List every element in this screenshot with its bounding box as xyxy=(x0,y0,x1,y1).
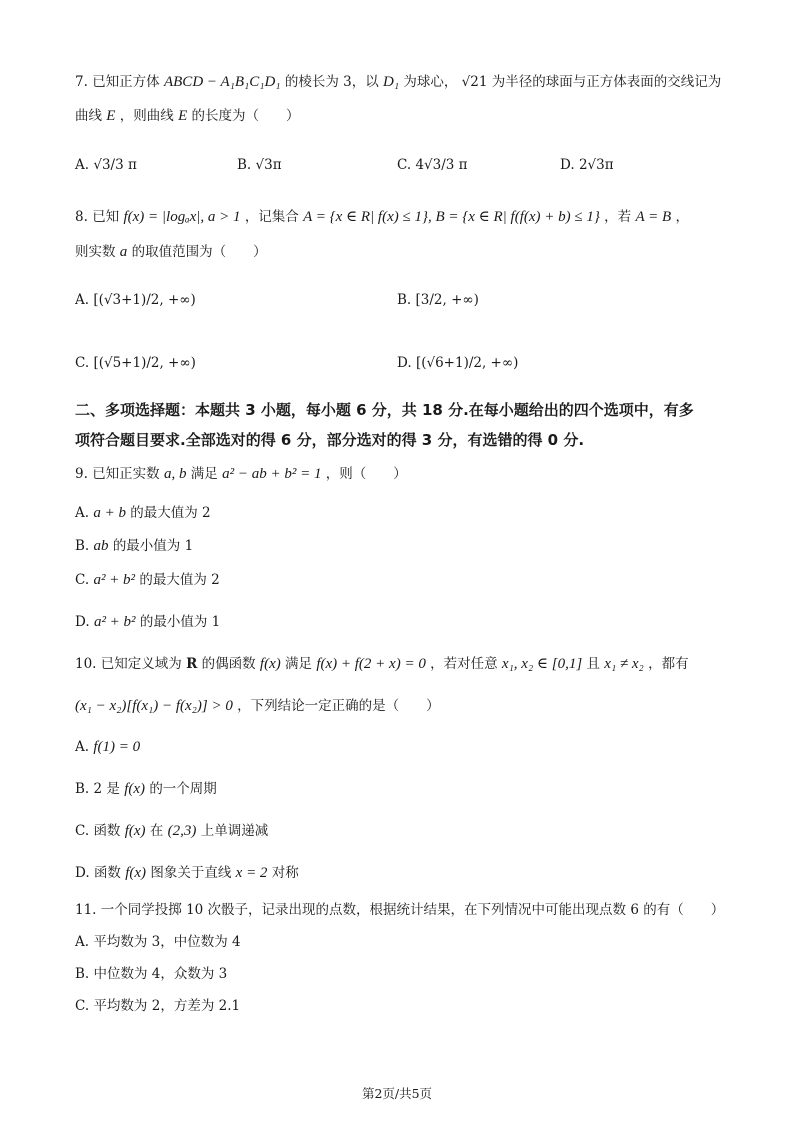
option-post: 的一个周期 xyxy=(149,781,217,797)
q10-text-d: ，若对任意 xyxy=(430,656,498,672)
q8-text-c: ，若 xyxy=(604,209,632,225)
option-value: 2√3π xyxy=(578,157,614,173)
option-label: A. xyxy=(75,934,90,950)
option-post: 在 xyxy=(149,823,164,839)
option-expr: a² + b² xyxy=(93,614,136,630)
option-label: C. xyxy=(75,355,90,371)
q9-text-b: 满足 xyxy=(190,466,218,482)
option-text: 的最小值为 1 xyxy=(112,538,194,554)
option-expr: f(x) xyxy=(125,865,147,881)
option-expr: a² + b² xyxy=(93,572,136,588)
q7-line1 xyxy=(75,72,721,92)
option-label: C. xyxy=(397,157,412,173)
q11-line1 xyxy=(75,900,724,920)
q7-curve2: E xyxy=(178,108,188,124)
q7-curve: E xyxy=(106,108,116,124)
section2-heading-line2: 项符合题目要求.全部选对的得 6 分，部分选对的得 3 分，有选错的得 0 分. xyxy=(75,431,585,449)
q8-option-a xyxy=(75,290,196,310)
q8-line2 xyxy=(75,242,267,262)
q8-option-d xyxy=(397,353,518,373)
q11-number: 11. xyxy=(75,902,97,918)
q9-option-c xyxy=(75,570,220,590)
q9-text-a: 已知正实数 xyxy=(92,466,160,482)
q10-line1 xyxy=(75,654,689,674)
q9-option-d xyxy=(75,612,220,632)
q7-line2-c: 的长度为（ ） xyxy=(191,108,300,124)
option-value: [(√5+1)/2, +∞) xyxy=(93,355,196,371)
q10-text-b: 的偶函数 xyxy=(201,656,256,672)
option-label: D. xyxy=(560,157,575,173)
option-value: 4√3/3 π xyxy=(415,157,468,173)
option-text: 平均数为 2，方差为 2.1 xyxy=(93,998,241,1014)
option-pre: 函数 xyxy=(93,823,121,839)
option-expr2: (2,3) xyxy=(167,823,197,839)
q8-line2-a: 则实数 xyxy=(75,244,116,260)
option-label: A. xyxy=(75,157,90,173)
option-text: 中位数为 4，众数为 3 xyxy=(93,966,228,982)
q10-fx: f(x) xyxy=(259,656,281,672)
q10-text-a: 已知定义域为 xyxy=(100,656,182,672)
q9-line1 xyxy=(75,464,407,484)
option-label: C. xyxy=(75,572,90,588)
q7-number: 7. xyxy=(75,74,88,90)
option-value: [3/2, +∞) xyxy=(415,292,479,308)
q9-option-a xyxy=(75,503,211,523)
q7-option-b xyxy=(237,155,282,175)
option-label: D. xyxy=(397,355,412,371)
option-expr: ab xyxy=(93,538,109,554)
option-label: B. 2 是 xyxy=(75,781,120,797)
q10-eq: f(x) + f(2 + x) = 0 xyxy=(316,656,426,672)
q9-option-b xyxy=(75,536,193,556)
option-expr: f(x) xyxy=(124,781,146,797)
q10-option-a xyxy=(75,737,140,757)
q10-text-c: 满足 xyxy=(285,656,313,672)
option-text: 的最小值为 1 xyxy=(139,614,221,630)
q8-cond: A = B xyxy=(635,209,672,225)
option-label: A. xyxy=(75,505,90,521)
option-text: 的最大值为 2 xyxy=(130,505,211,521)
q11-option-a xyxy=(75,932,241,952)
option-value: [(√6+1)/2, +∞) xyxy=(415,355,519,371)
option-value: √3π xyxy=(255,157,282,173)
q8-text-a: 已知 xyxy=(92,209,120,225)
option-text: 平均数为 3，中位数为 4 xyxy=(93,934,241,950)
q7-option-c xyxy=(397,155,468,175)
q7-cube: ABCD − A₁B₁C₁D₁ xyxy=(163,74,281,90)
option-expr2: x = 2 xyxy=(235,865,268,881)
q9-eq: a² − ab + b² = 1 xyxy=(222,466,322,482)
option-post2: 上单调递减 xyxy=(200,823,269,839)
q9-number: 9. xyxy=(75,466,88,482)
option-value: [(√3+1)/2, +∞) xyxy=(93,292,196,308)
q9-vars: a, b xyxy=(163,466,187,482)
q8-text-b: ，记集合 xyxy=(244,209,299,225)
q10-option-c xyxy=(75,821,268,841)
q7-text-b: 的棱长为 3，以 xyxy=(284,74,379,90)
q10-text-f: ，都有 xyxy=(648,656,689,672)
q10-number: 10. xyxy=(75,656,97,672)
option-label: C. xyxy=(75,998,90,1014)
q8-line1 xyxy=(75,207,689,227)
option-pre: 函数 xyxy=(93,865,121,881)
page-footer: 第2页/共5页 xyxy=(361,1086,433,1101)
option-text: 的最大值为 2 xyxy=(139,572,220,588)
q11-option-c xyxy=(75,996,240,1016)
q8-line2-b: 的取值范围为（ ） xyxy=(131,244,267,260)
option-expr: a + b xyxy=(93,505,126,521)
q10-line2-text: ，下列结论一定正确的是（ ） xyxy=(237,698,440,714)
q7-text-a: 已知正方体 xyxy=(92,74,160,90)
q10-text-e: 且 xyxy=(586,656,600,672)
q8-option-b xyxy=(397,290,479,310)
option-label: B. xyxy=(75,538,90,554)
q10-line2-expr: (x₁ − x₂)[f(x₁) − f(x₂)] > 0 xyxy=(75,698,233,714)
option-expr: f(1) = 0 xyxy=(93,739,141,755)
option-post2: 对称 xyxy=(271,865,299,881)
q11-text: 一个同学投掷 10 次骰子，记录出现的点数，根据统计结果，在下列情况中可能出现点数 6 的有（ ） xyxy=(100,902,725,918)
option-label: A. xyxy=(75,292,90,308)
option-label: B. xyxy=(397,292,412,308)
q10-neq: x₁ ≠ x₂ xyxy=(604,656,644,672)
q11-option-b xyxy=(75,964,227,984)
q7-text-d: 为半径的球面与正方体表面的交线记为 xyxy=(491,74,722,90)
q8-var: a xyxy=(119,244,128,260)
q8-text-d: ， xyxy=(675,209,689,225)
option-label: D. xyxy=(75,614,90,630)
q8-func: f(x) = |logₐx|, a > 1 xyxy=(123,209,241,225)
option-post: 图象关于直线 xyxy=(150,865,232,881)
option-expr: f(x) xyxy=(124,823,146,839)
q10-line2 xyxy=(75,696,440,716)
q7-center: D₁ xyxy=(383,74,400,90)
option-label: B. xyxy=(75,966,90,982)
q7-line2-b: ，则曲线 xyxy=(119,108,174,124)
q8-option-c xyxy=(75,353,196,373)
q10-cond: x₁, x₂ ∈ [0,1] xyxy=(501,656,583,672)
option-label: B. xyxy=(237,157,252,173)
q7-line2-a: 曲线 xyxy=(75,108,102,124)
q8-sets: A = {x ∈ R| f(x) ≤ 1}, B = {x ∈ R| f(f(x) + b) ≤ 1} xyxy=(303,209,600,225)
option-label: D. xyxy=(75,865,90,881)
q8-number: 8. xyxy=(75,209,88,225)
q9-text-c: ，则（ ） xyxy=(325,466,407,482)
q7-radius: √21 xyxy=(461,74,488,90)
q10-option-d xyxy=(75,863,299,883)
q7-option-d xyxy=(560,155,614,175)
q10-domain: R xyxy=(186,656,198,672)
option-label: C. xyxy=(75,823,90,839)
option-value: √3/3 π xyxy=(93,157,137,173)
q7-text-c: 为球心， xyxy=(403,74,458,90)
section2-heading-line1: 二、多项选择题：本题共 3 小题，每小题 6 分，共 18 分.在每小题给出的四个选项中，有多 xyxy=(75,401,694,419)
q10-option-b xyxy=(75,779,217,799)
option-label: A. xyxy=(75,739,90,755)
q7-option-a xyxy=(75,155,137,175)
q7-line2 xyxy=(75,106,300,126)
